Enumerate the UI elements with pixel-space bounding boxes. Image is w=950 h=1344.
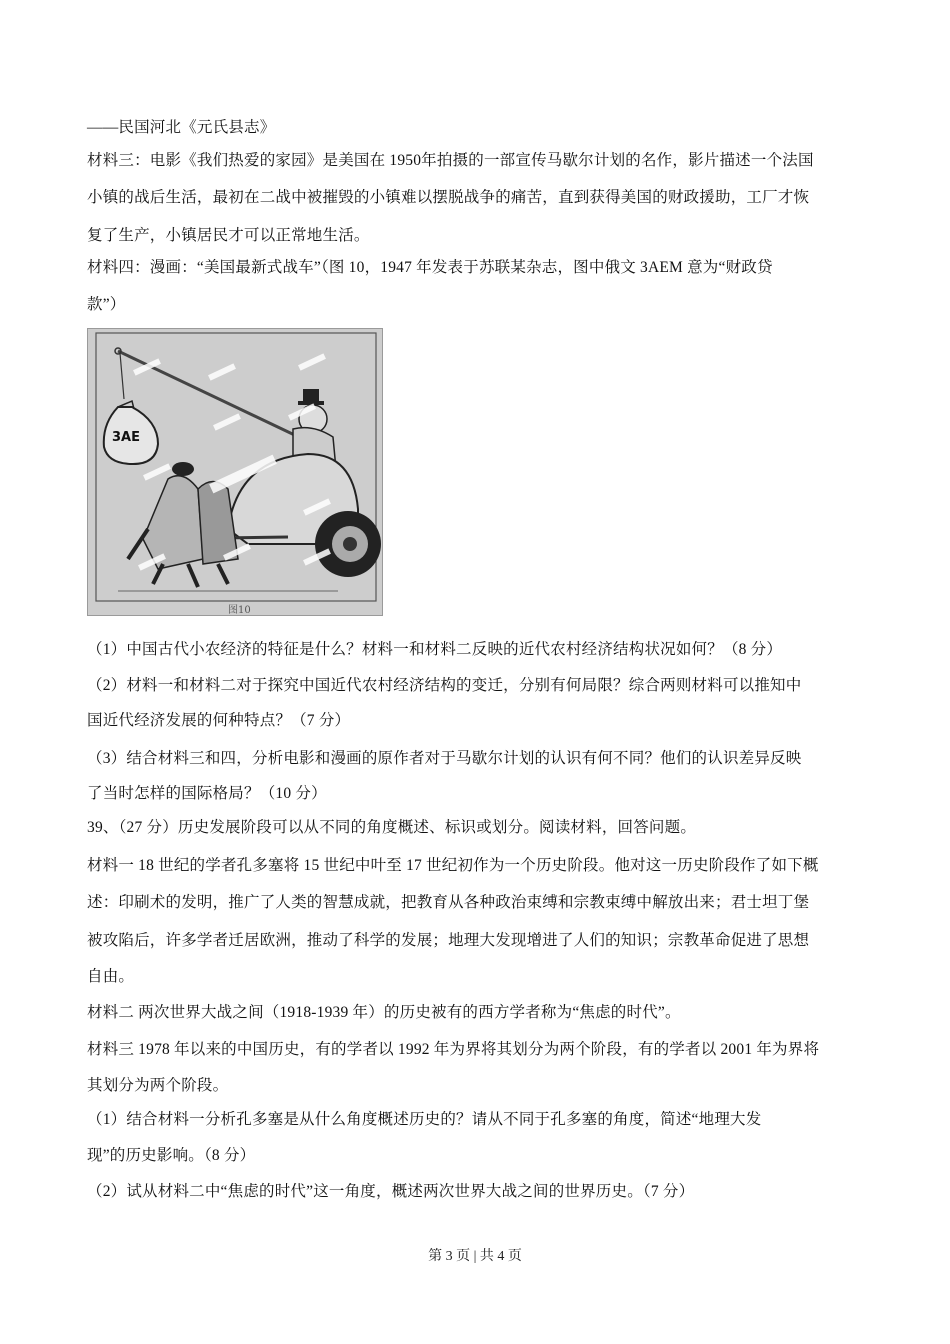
figure-caption: 图10 xyxy=(228,605,251,616)
q39-question-1-line-1: （1）结合材料一分析孔多塞是从什么角度概述历史的？请从不同于孔多塞的角度，简述“地理大发 xyxy=(87,1111,762,1128)
material-3-line-1: 材料三：电影《我们热爱的家园》是美国在 1950年拍摄的一部宣传马歇尔计划的名作，影片描述一个法国 xyxy=(87,152,814,169)
q39-question-2: （2）试从材料二中“焦虑的时代”这一角度，概述两次世界大战之间的世界历史。（7 分） xyxy=(87,1183,695,1200)
question-38-1: （1）中国古代小农经济的特征是什么？材料一和材料二反映的近代农村经济结构状况如何？（8 分） xyxy=(87,641,783,658)
material-4-line-2: 款”） xyxy=(87,296,126,313)
q39-material-1-line-2: 述：印刷术的发明，推广了人类的智慧成就，把教育从各种政治束缚和宗教束缚中解放出来；君士坦丁堡 xyxy=(87,894,810,911)
q39-material-2: 材料二 两次世界大战之间（1918-1939 年）的历史被有的西方学者称为“焦虑的时代”。 xyxy=(87,1004,681,1021)
question-38-3-line-1: （3）结合材料三和四，分析电影和漫画的原作者对于马歇尔计划的认识有何不同？他们的认识差异反映 xyxy=(87,750,802,767)
material-3-line-3: 复了生产，小镇居民才可以正常地生活。 xyxy=(87,227,370,244)
q39-question-1-line-2: 现”的历史影响。（8 分） xyxy=(87,1147,256,1164)
q39-material-1-line-1: 材料一 18 世纪的学者孔多塞将 15 世纪中叶至 17 世纪初作为一个历史阶段。他对这一历史阶段作了如下概 xyxy=(87,857,819,874)
source-citation: ——民国河北《元氏县志》 xyxy=(87,119,276,136)
material-3-line-2: 小镇的战后生活，最初在二战中被摧毁的小镇难以摆脱战争的痛苦，直到获得美国的财政援助，工厂才恢 xyxy=(87,189,810,206)
material-4-line-1: 材料四：漫画：“美国最新式战车”（图 10，1947 年发表于苏联某杂志，图中俄文 3AEM 意为“财政贷 xyxy=(87,259,773,276)
question-38-3-line-2: 了当时怎样的国际格局？（10 分） xyxy=(87,785,327,802)
q39-material-3-line-1: 材料三 1978 年以来的中国历史，有的学者以 1992 年为界将其划分为两个阶段，有的学者以 2001 年为界将 xyxy=(87,1041,820,1058)
q39-material-1-line-4: 自由。 xyxy=(87,968,135,985)
q39-material-1-line-3: 被攻陷后，许多学者迁居欧洲，推动了科学的发展；地理大发现增进了人们的知识；宗教革命促进了思想 xyxy=(87,932,810,949)
page-footer: 第 3 页 | 共 4 页 xyxy=(428,1249,522,1264)
bag-label: 3AE xyxy=(112,430,140,445)
question-38-2-line-2: 国近代经济发展的何种特点？（7 分） xyxy=(87,712,351,729)
cartoon-figure-10 xyxy=(87,328,383,616)
q39-material-3-line-2: 其划分为两个阶段。 xyxy=(87,1077,229,1094)
cartoon-illustration xyxy=(88,329,383,616)
question-38-2-line-1: （2）材料一和材料二对于探究中国近代农村经济结构的变迁，分别有何局限？综合两则材料可以推知中 xyxy=(87,677,802,694)
question-39-header: 39、（27 分）历史发展阶段可以从不同的角度概述、标识或划分。阅读材料，回答问题。 xyxy=(87,819,697,836)
